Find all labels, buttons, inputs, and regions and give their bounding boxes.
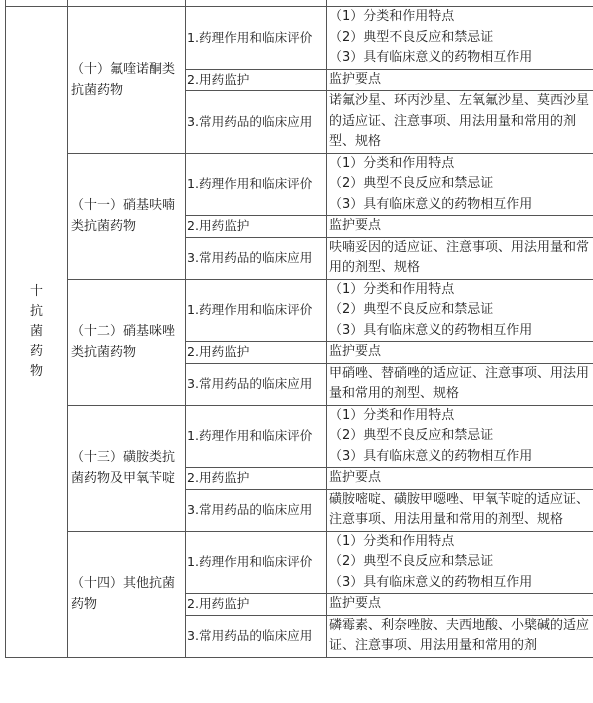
content-cell bbox=[327, 279, 593, 342]
aspect-cell: 1.药理作用和临床评价 bbox=[186, 153, 327, 216]
content-line: （3）具有临床意义的药物相互作用 bbox=[329, 322, 533, 338]
aspect-cell: 2.用药监护 bbox=[186, 468, 327, 490]
content-line: （2）典型不良反应和禁忌证 bbox=[329, 302, 494, 317]
table-row bbox=[6, 153, 593, 216]
section-title: （十）氟喹诺酮类抗菌药物 bbox=[68, 7, 186, 154]
section-title: （十一）硝基呋喃类抗菌药物 bbox=[68, 153, 186, 279]
group-title-char: 物 bbox=[29, 363, 43, 379]
aspect-cell: 2.用药监护 bbox=[186, 342, 327, 364]
aspect-cell: 3.常用药品的临床应用 bbox=[186, 615, 327, 657]
table-row bbox=[6, 531, 593, 594]
content-line: （3）具有临床意义的药物相互作用 bbox=[329, 448, 533, 464]
content-cell: 甲硝唑、替硝唑的适应证、注意事项、用法用量和常用的剂型、规格 bbox=[327, 363, 593, 405]
content-cell bbox=[327, 531, 593, 594]
group-title-char: 药 bbox=[29, 343, 43, 359]
aspect-cell: 1.药理作用和临床评价 bbox=[186, 531, 327, 594]
section-title: （十三）磺胺类抗菌药物及甲氧苄啶 bbox=[68, 405, 186, 531]
aspect-cell: 3.常用药品的临床应用 bbox=[186, 363, 327, 405]
content-line: （3）具有临床意义的药物相互作用 bbox=[329, 574, 533, 590]
section-title: （十二）硝基咪唑类抗菌药物 bbox=[68, 279, 186, 405]
content-line: （2）典型不良反应和禁忌证 bbox=[329, 29, 494, 45]
group-title-char: 抗 bbox=[29, 303, 43, 319]
content-line: （2）典型不良反应和禁忌证 bbox=[329, 428, 494, 443]
group-number: 十 bbox=[29, 283, 43, 299]
aspect-cell: 2.用药监护 bbox=[186, 69, 327, 91]
content-line: （1）分类和作用特点 bbox=[329, 407, 455, 423]
content-cell: 呋喃妥因的适应证、注意事项、用法用量和常用的剂型、规格 bbox=[327, 237, 593, 279]
table-row bbox=[6, 405, 593, 468]
content-cell: 监护要点 bbox=[327, 216, 593, 238]
table-row bbox=[6, 279, 593, 342]
content-cell: 监护要点 bbox=[327, 594, 593, 616]
content-line: （1）分类和作用特点 bbox=[329, 281, 455, 297]
content-cell: 诺氟沙星、环丙沙星、左氧氟沙星、莫西沙星的适应证、注意事项、用法用量和常用的剂型、规格 bbox=[327, 91, 593, 154]
syllabus-table bbox=[5, 0, 593, 658]
aspect-cell: 3.常用药品的临床应用 bbox=[186, 91, 327, 154]
content-cell bbox=[327, 405, 593, 468]
aspect-cell: 1.药理作用和临床评价 bbox=[186, 7, 327, 70]
table-row bbox=[6, 7, 593, 70]
content-line: （1）分类和作用特点 bbox=[329, 533, 455, 549]
content-line: （2）典型不良反应和禁忌证 bbox=[329, 554, 494, 569]
content-cell: 监护要点 bbox=[327, 69, 593, 91]
content-line: （3）具有临床意义的药物相互作用 bbox=[329, 196, 533, 212]
aspect-cell: 2.用药监护 bbox=[186, 216, 327, 238]
content-cell: 监护要点 bbox=[327, 468, 593, 490]
content-line: （1）分类和作用特点 bbox=[329, 9, 455, 24]
content-cell: 磷霉素、利奈唑胺、夫西地酸、小檗碱的适应证、注意事项、用法用量和常用的剂 bbox=[327, 615, 593, 657]
content-line: （2）典型不良反应和禁忌证 bbox=[329, 176, 494, 191]
section-title: （十四）其他抗菌药物 bbox=[68, 531, 186, 657]
aspect-cell: 2.用药监护 bbox=[186, 594, 327, 616]
aspect-cell: 1.药理作用和临床评价 bbox=[186, 279, 327, 342]
content-cell: 监护要点 bbox=[327, 342, 593, 364]
group-title-char: 菌 bbox=[29, 323, 43, 339]
aspect-cell: 3.常用药品的临床应用 bbox=[186, 237, 327, 279]
content-line: （3）具有临床意义的药物相互作用 bbox=[329, 50, 533, 65]
content-cell: 磺胺嘧啶、磺胺甲噁唑、甲氧苄啶的适应证、注意事项、用法用量和常用的剂型、规格 bbox=[327, 489, 593, 531]
content-cell bbox=[327, 7, 593, 70]
aspect-cell: 1.药理作用和临床评价 bbox=[186, 405, 327, 468]
aspect-cell: 3.常用药品的临床应用 bbox=[186, 489, 327, 531]
content-line: （1）分类和作用特点 bbox=[329, 155, 455, 171]
content-cell bbox=[327, 153, 593, 216]
group-cell bbox=[6, 7, 68, 658]
